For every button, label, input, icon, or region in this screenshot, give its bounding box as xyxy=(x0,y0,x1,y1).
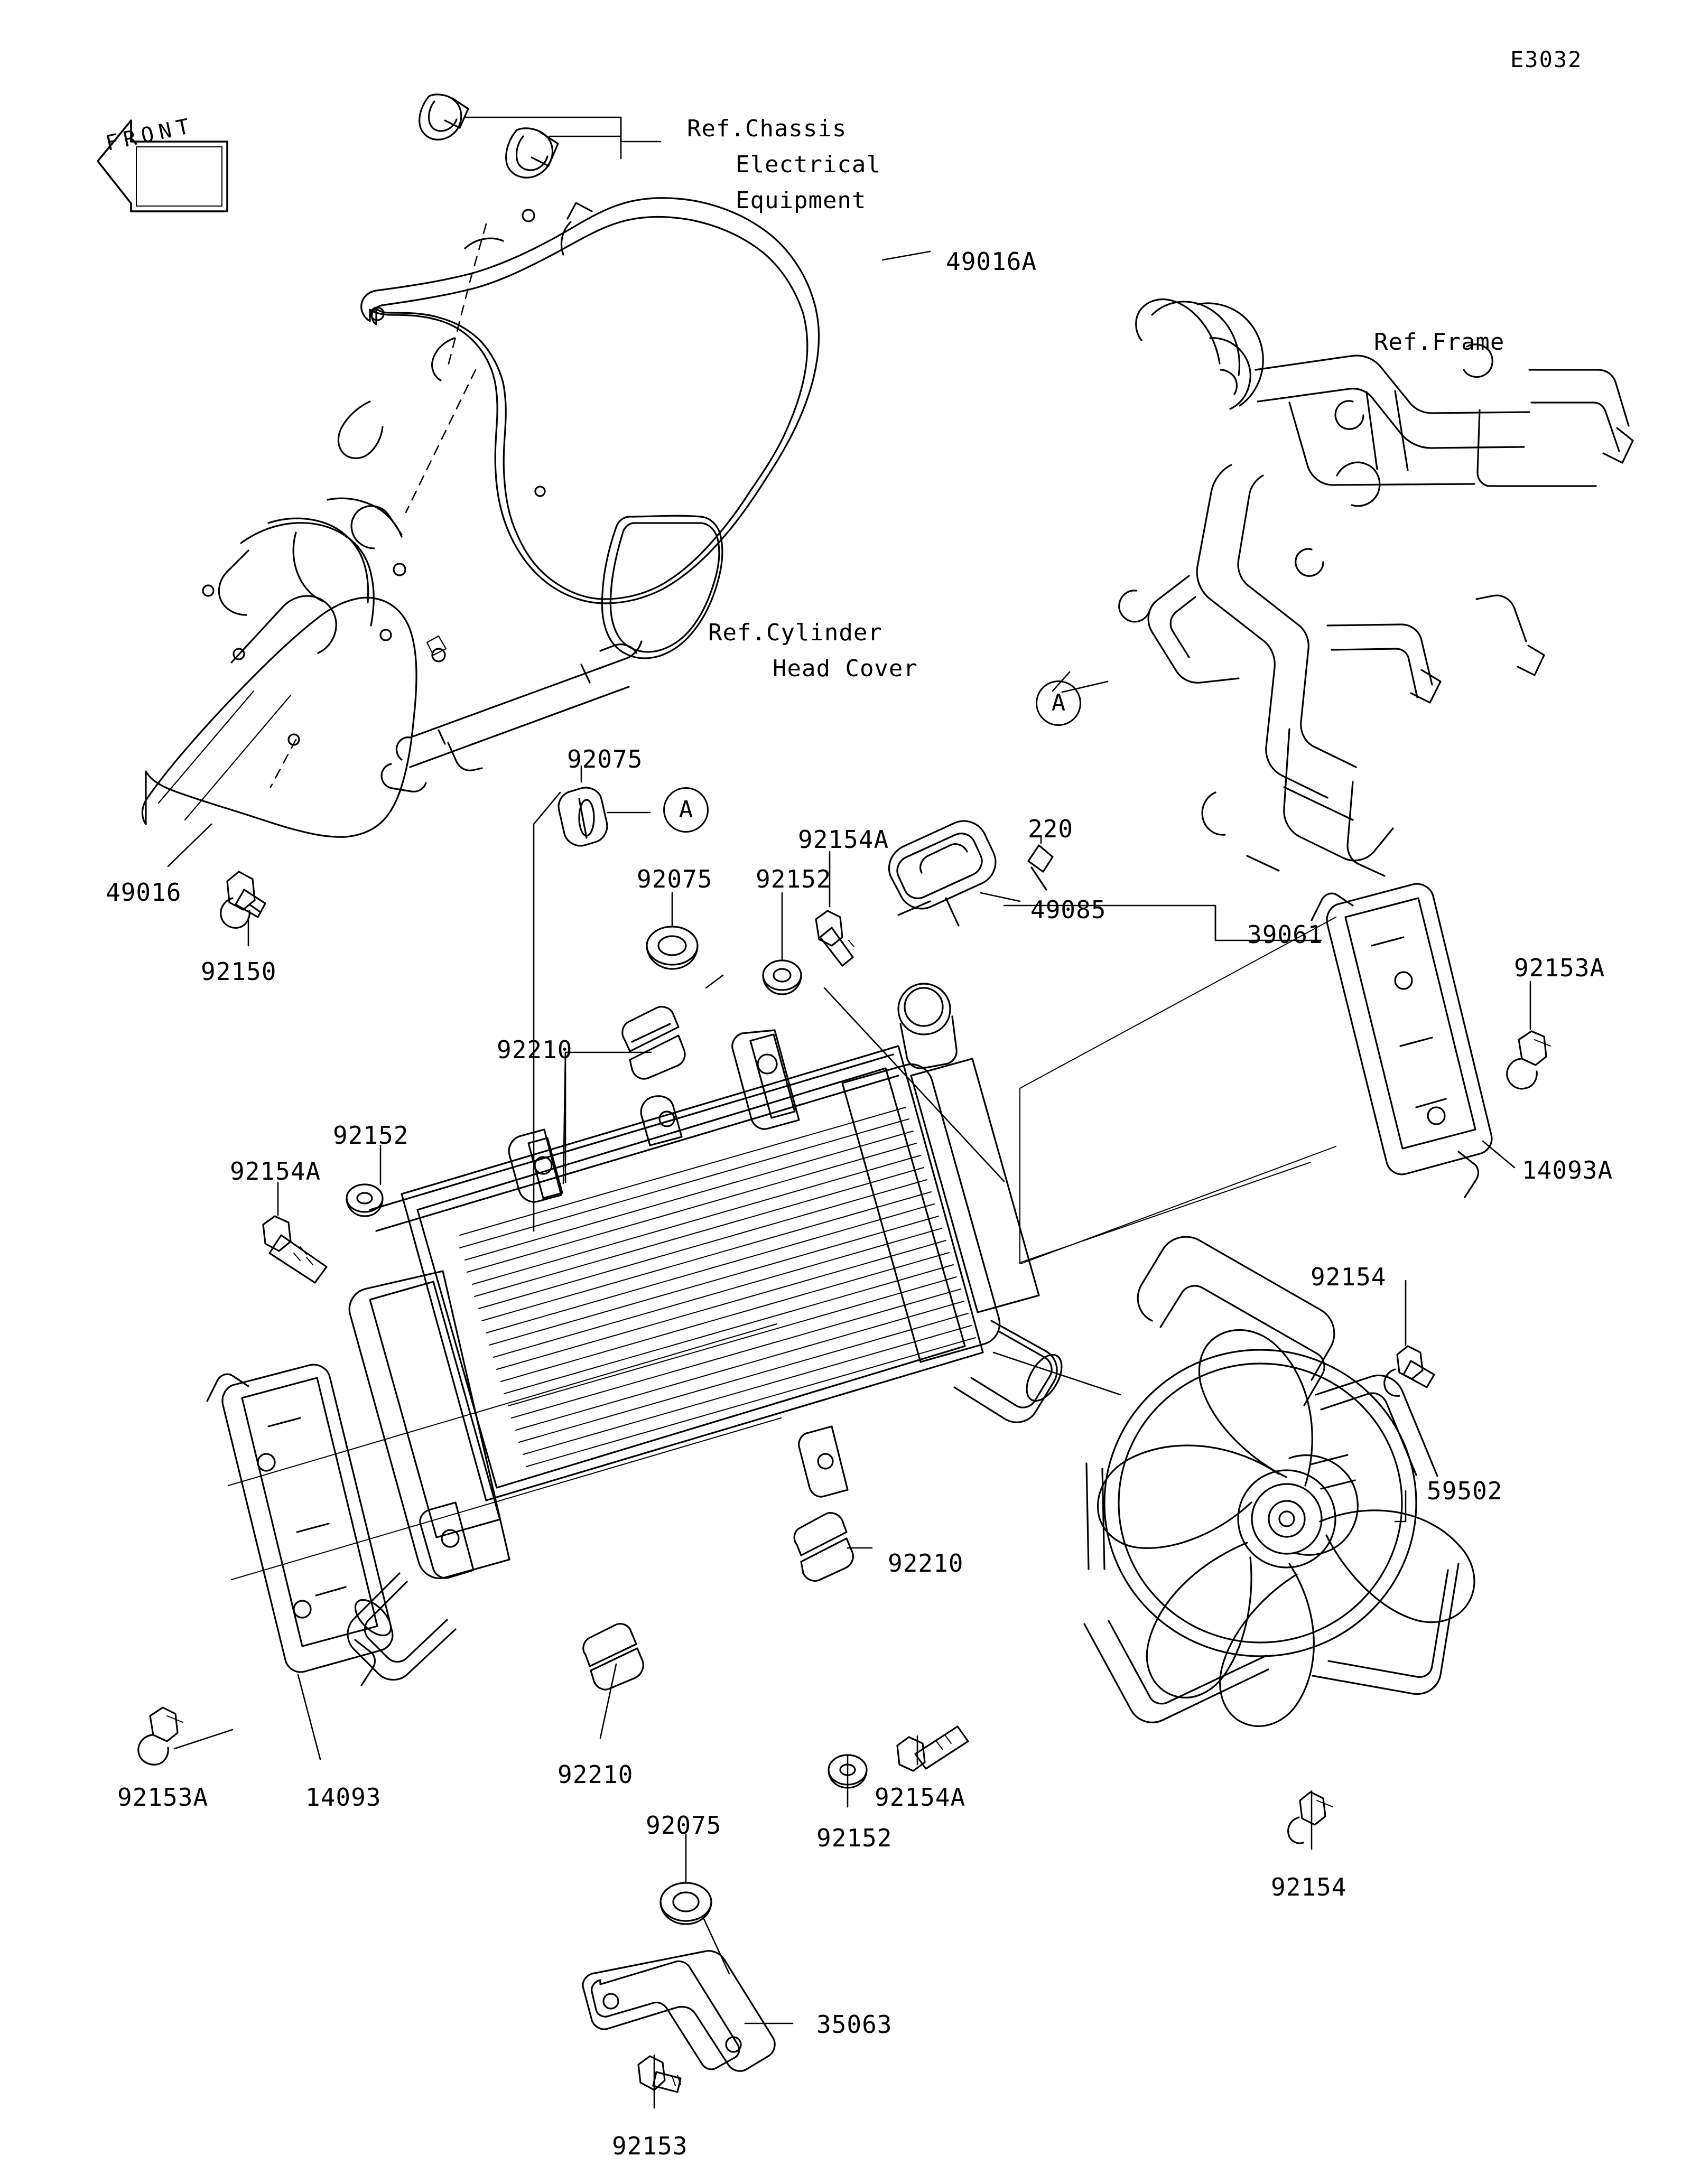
part-number-92154a: 92154A xyxy=(798,825,889,854)
part-number-49016: 49016 xyxy=(106,878,182,907)
part-92150-bolt xyxy=(221,872,265,928)
part-number-92210: 92210 xyxy=(497,1035,573,1064)
part-92152-collar-left xyxy=(347,1184,383,1216)
ref-cylinder-line1: Ref.Cylinder xyxy=(708,619,882,646)
part-number-220: 220 xyxy=(1028,815,1074,843)
clamp-part-lower xyxy=(506,128,558,178)
part-frame-assembly xyxy=(1119,300,1633,876)
part-number-92210: 92210 xyxy=(888,1549,964,1578)
sheet-id: E3032 xyxy=(1510,46,1583,72)
part-92153A-bolt-top xyxy=(1507,1031,1550,1089)
part-14093A-cover xyxy=(1312,884,1492,1197)
part-49016A-shroud xyxy=(338,198,819,658)
ref-cylinder-line2: Head Cover xyxy=(773,655,918,682)
part-number-92153a: 92153A xyxy=(1514,954,1605,982)
part-92210-clip-c xyxy=(583,1624,643,1690)
part-number-92154a: 92154A xyxy=(230,1157,321,1186)
part-220-clip xyxy=(1028,845,1053,890)
part-number-59502: 59502 xyxy=(1427,1477,1503,1505)
part-92154A-bolt-left xyxy=(263,1216,327,1283)
part-number-14093a: 14093A xyxy=(1522,1156,1613,1184)
ref-chassis-line2: Electrical xyxy=(736,151,881,178)
ref-frame-label: Ref.Frame xyxy=(1374,329,1505,356)
ref-chassis-line3: Equipment xyxy=(736,187,867,214)
part-number-92075: 92075 xyxy=(637,865,713,893)
part-number-49016a: 49016A xyxy=(946,247,1037,276)
part-92210-clip-b xyxy=(794,1513,853,1581)
part-49016-shroud-lower xyxy=(142,498,446,837)
part-92154-bolt-fan-top xyxy=(1385,1346,1434,1396)
front-arrow-label: FRONT xyxy=(104,113,197,156)
part-59502-cooling-fan xyxy=(1084,1237,1474,1726)
part-number-92153a: 92153A xyxy=(117,1783,209,1812)
part-number-35063: 35063 xyxy=(816,2010,893,2039)
part-number-92152: 92152 xyxy=(756,865,832,893)
part-92154A-bolt-bot xyxy=(897,1726,968,1771)
part-92075-grommet-b xyxy=(647,927,698,969)
part-number-92154a: 92154A xyxy=(875,1783,966,1812)
ref-chassis-line1: Ref.Chassis xyxy=(687,115,847,142)
part-number-92152: 92152 xyxy=(816,1824,893,1852)
part-number-14093: 14093 xyxy=(305,1783,382,1812)
part-number-92154: 92154 xyxy=(1271,1873,1347,1901)
part-92152-collar-a xyxy=(763,960,801,994)
part-92075-damper-a xyxy=(559,788,607,846)
part-92210-clip-a xyxy=(622,1007,685,1079)
part-number-92152: 92152 xyxy=(333,1121,409,1150)
part-35063-bracket xyxy=(583,1951,775,2071)
part-number-92210: 92210 xyxy=(558,1760,634,1789)
callout-a-radiator: A xyxy=(663,787,709,833)
part-number-92075: 92075 xyxy=(646,1811,722,1840)
clamp-part-upper xyxy=(420,95,468,139)
part-92153A-bolt-bot xyxy=(138,1707,183,1765)
part-92154-bolt-fan-bot xyxy=(1288,1792,1333,1843)
part-14093-cover xyxy=(207,1365,393,1685)
part-92153-bolt-bot xyxy=(638,2056,681,2092)
part-92154A-bolt-top xyxy=(816,911,854,966)
part-number-92150: 92150 xyxy=(201,957,277,986)
callout-a-frame: A xyxy=(1036,680,1081,726)
part-92075-grommet-c xyxy=(661,1883,711,1924)
part-49085-radiator-cap xyxy=(889,821,995,926)
part-number-92075: 92075 xyxy=(567,745,643,773)
part-number-92154: 92154 xyxy=(1311,1263,1387,1291)
part-number-39061: 39061 xyxy=(1247,920,1323,949)
part-92152-collar-bot xyxy=(829,1755,867,1788)
part-number-92153: 92153 xyxy=(612,2132,688,2160)
part-number-49085: 49085 xyxy=(1030,895,1107,924)
